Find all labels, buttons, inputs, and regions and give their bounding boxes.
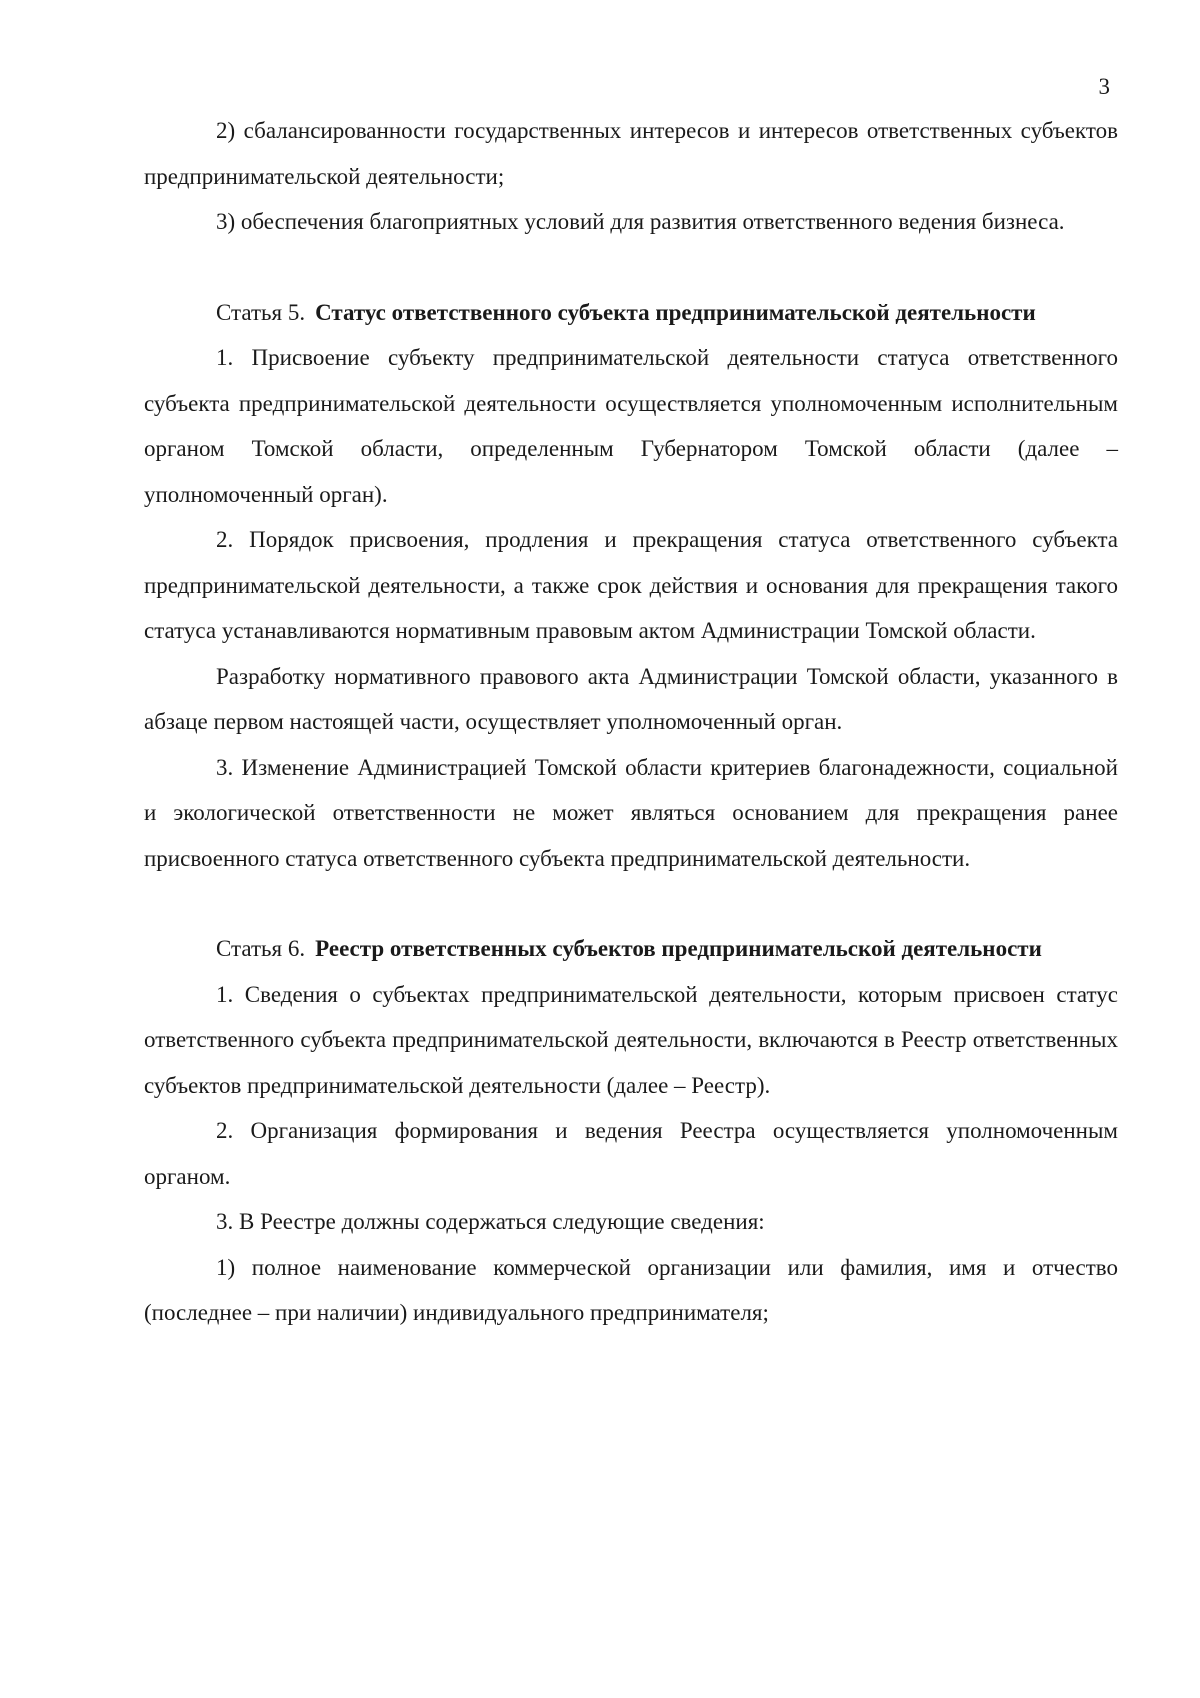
article-5-paragraph-3: 3. Изменение Администрацией Томской области критериев благонадежности, социальной и экологической ответственности не может являться основанием для прекращения ранее присвоенного статуса ответственного субъекта предпринимательской деятельности. <box>144 754 1118 871</box>
article-5-paragraph-2-sub: Разработку нормативного правового акта Администрации Томской области, указанного в абзаце первом настоящей части, осуществляет уполномоченный орган. <box>144 663 1118 734</box>
article-6-paragraph-3-item-1: 1) полное наименование коммерческой организации или фамилия, имя и отчество (последнее – при наличии) индивидуального предпринимателя; <box>144 1254 1118 1325</box>
document-body <box>144 108 1118 1336</box>
article-5-paragraph-1: 1. Присвоение субъекту предпринимательской деятельности статуса ответственного субъекта предпринимательской деятельности осуществляется уполномоченным исполнительным органом Томской области, определенным Губернатором Томской области (далее – уполномоченный орган). <box>144 345 1118 507</box>
article-6-label: Статья 6. <box>216 936 306 961</box>
article-5-paragraph-2: 2. Порядок присвоения, продления и прекращения статуса ответственного субъекта предпринимательской деятельности, а также срок действия и основания для прекращения такого статуса устанавливаются нормативным правовым актом Администрации Томской области. <box>144 527 1118 643</box>
article-6-heading <box>144 926 1118 972</box>
page-number: 3 <box>1098 74 1110 99</box>
paragraph-item-3: 3) обеспечения благоприятных условий для развития ответственного ведения бизнеса. <box>216 209 1065 234</box>
article-6-paragraph-2: 2. Организация формирования и ведения Реестра осуществляется уполномоченным органом. <box>144 1118 1118 1189</box>
article-5-title: Статус ответственного субъекта предпринимательской деятельности <box>315 299 1036 325</box>
section-spacer <box>144 881 1118 926</box>
article-5-heading <box>144 290 1118 336</box>
article-6-paragraph-3: 3. В Реестре должны содержаться следующие сведения: <box>216 1209 765 1234</box>
article-6-title: Реестр ответственных субъектов предпринимательской деятельности <box>315 936 1042 961</box>
paragraph-item-2: 2) сбалансированности государственных интересов и интересов ответственных субъектов предпринимательской деятельности; <box>144 118 1118 189</box>
article-6-paragraph-1: 1. Сведения о субъектах предпринимательской деятельности, которым присвоен статус ответственного субъекта предпринимательской деятельности, включаются в Реестр ответственных субъектов предпринимательской деятельности (далее – Реестр). <box>144 981 1118 1098</box>
section-spacer <box>144 245 1118 290</box>
article-5-label: Статья 5. <box>216 299 306 325</box>
